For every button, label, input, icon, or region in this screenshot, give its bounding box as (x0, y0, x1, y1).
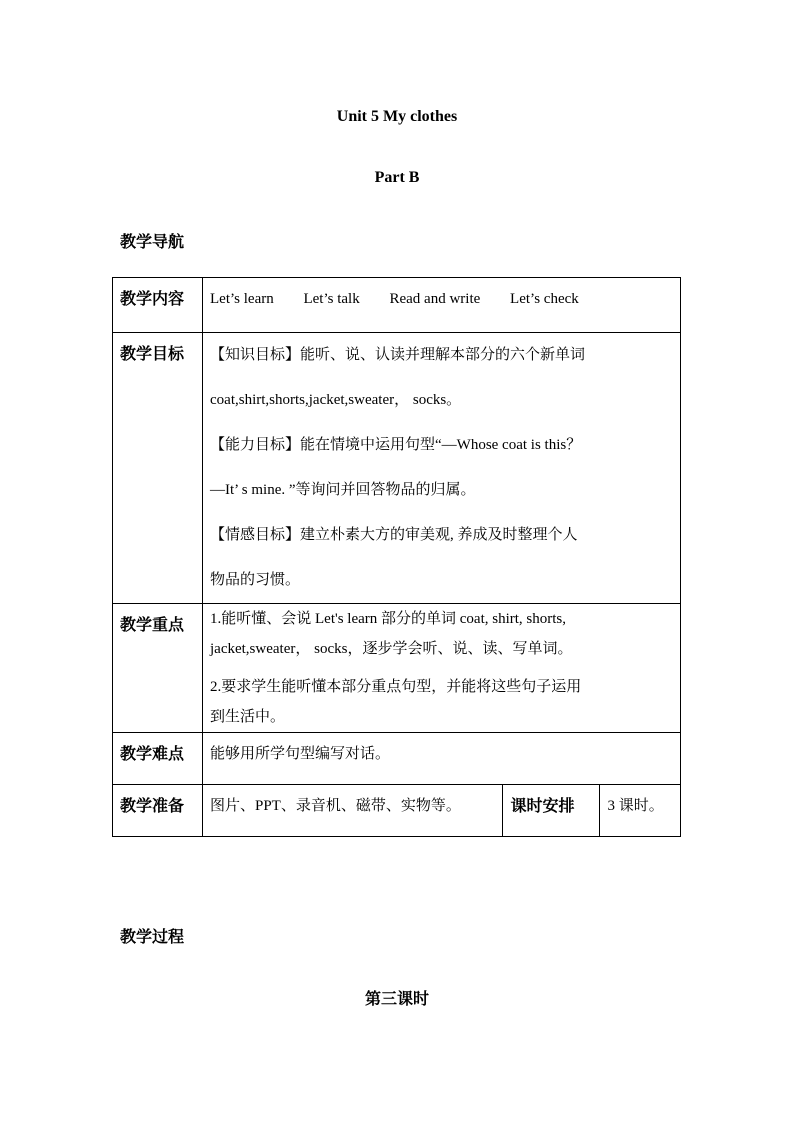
key-point-line: jacket,sweater， socks，逐步学会听、说、读、写单词。 (210, 641, 573, 657)
goals-label: 教学目标 (113, 333, 203, 604)
process-heading: 教学过程 (120, 929, 185, 946)
goal-line: 【情感目标】建立朴素大方的审美观, 养成及时整理个人 (210, 527, 578, 543)
preparation-label: 教学准备 (113, 785, 203, 837)
row-difficulty (113, 733, 681, 785)
content-cell (203, 278, 681, 333)
goal-line: 物品的习惯。 (210, 572, 301, 588)
difficulty-label: 教学难点 (113, 733, 203, 785)
goal-line: 【能力目标】能在情境中运用句型“—Whose coat is this？ (210, 437, 582, 453)
row-key-points (113, 604, 681, 733)
key-points-cell (203, 604, 681, 733)
row-preparation (113, 785, 681, 837)
hours-value: 3 课时。 (600, 785, 681, 837)
document-title: Unit 5 My clothes (336, 108, 458, 125)
key-point-2 (210, 672, 673, 732)
part-title: Part B (374, 169, 420, 186)
key-point-line: 1.能听懂、会说 Let's learn 部分的单词 coat, shirt, shorts, (210, 611, 566, 627)
key-point-line: 到生活中。 (210, 709, 286, 725)
row-goals (113, 333, 681, 604)
key-points-label: 教学重点 (113, 604, 203, 733)
content-item: Let’s learn (210, 291, 274, 307)
goal-line: 【知识目标】能听、说、认读并理解本部分的六个新单词 (210, 347, 586, 363)
content-item: Read and write (389, 291, 481, 307)
teaching-plan-table (112, 277, 681, 837)
row-content (113, 278, 681, 333)
content-label: 教学内容 (113, 278, 203, 333)
lesson-title: 第三课时 (364, 991, 429, 1008)
key-point-line: 2.要求学生能听懂本部分重点句型，并能将这些句子运用 (210, 679, 582, 695)
goals-cell (203, 333, 681, 604)
goal-line: coat,shirt,shorts,jacket,sweater， socks。 (210, 392, 462, 408)
hours-label: 课时安排 (503, 785, 600, 837)
goal-line: —It’ s mine. ”等询问并回答物品的归属。 (210, 482, 476, 498)
content-item: Let’s talk (303, 291, 360, 307)
key-point-1 (210, 604, 673, 664)
content-items (210, 278, 579, 309)
nav-heading: 教学导航 (120, 234, 185, 251)
preparation-cell: 图片、PPT、录音机、磁带、实物等。 (203, 785, 503, 837)
difficulty-cell: 能够用所学句型编写对话。 (203, 733, 681, 785)
content-item: Let’s check (510, 291, 579, 307)
